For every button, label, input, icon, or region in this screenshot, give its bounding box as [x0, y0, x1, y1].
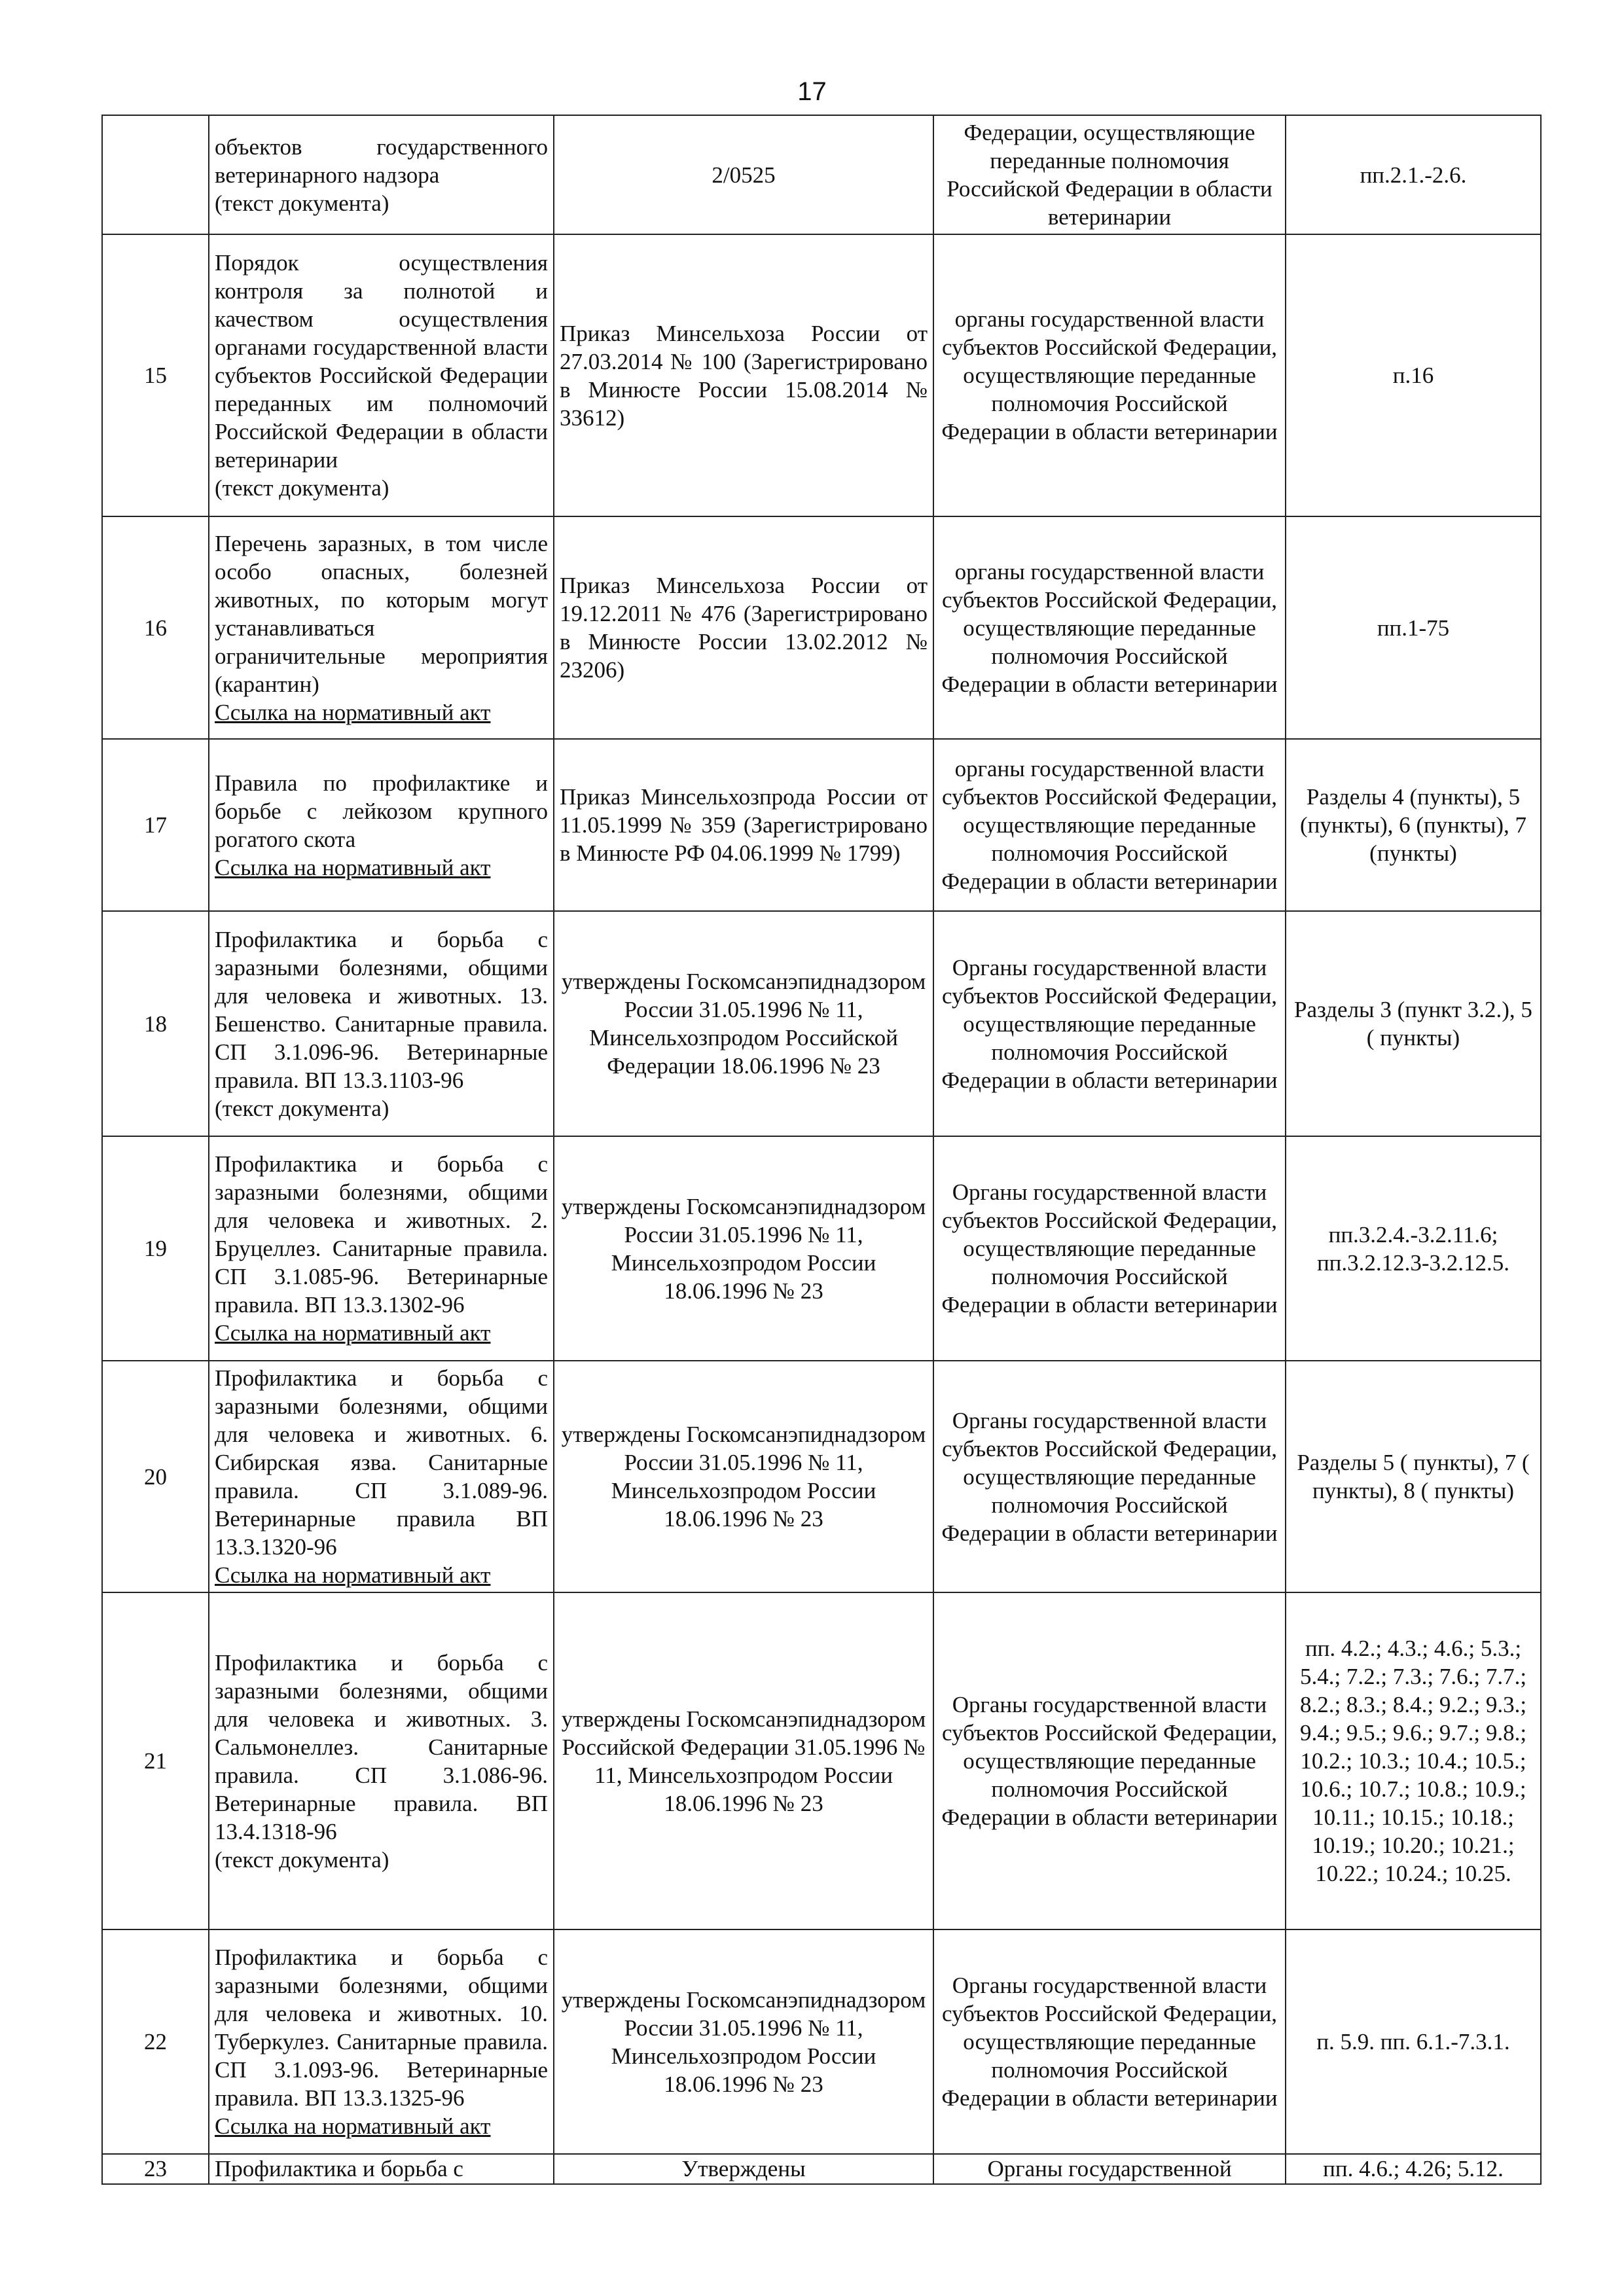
applicable-points: п.16	[1286, 234, 1541, 516]
applicable-points: Разделы 4 (пункты), 5 (пункты), 6 (пункты), 7 (пункты)	[1286, 739, 1541, 911]
document-text-note[interactable]: (текст документа)	[215, 1846, 389, 1873]
responsible-body: Органы государственной власти субъектов Российской Федерации, осуществляющие переданные полномочия Российской Федерации в области ветеринарии	[933, 1136, 1286, 1361]
row-number: 17	[102, 739, 209, 911]
table-row	[102, 1592, 1541, 1929]
document-name-cell	[209, 1592, 554, 1929]
regulation-link[interactable]: Ссылка на нормативный акт	[215, 699, 491, 725]
row-number: 16	[102, 516, 209, 739]
document-name: Профилактика и борьба с	[215, 2156, 463, 2181]
document-name: Перечень заразных, в том числе особо опасных, болезней животных, по которым могут устанавливаться ограничительные мероприятия (карантин)	[215, 530, 548, 697]
document-name: Профилактика и борьба с заразными болезнями, общими для человека и животных. 6. Сибирская язва. Санитарные правила. СП 3.1.089-96. Ветеринарные правила ВП 13.3.1320-96	[215, 1365, 548, 1560]
responsible-body: органы государственной власти субъектов Российской Федерации, осуществляющие переданные полномочия Российской Федерации в области ветеринарии	[933, 234, 1286, 516]
document-name-cell	[209, 2154, 554, 2184]
row-number: 23	[102, 2154, 209, 2184]
table-row	[102, 115, 1541, 234]
document-name: Профилактика и борьба с заразными болезнями, общими для человека и животных. 13. Бешенство. Санитарные правила. СП 3.1.096-96. Ветеринарные правила. ВП 13.3.1103-96	[215, 926, 548, 1093]
row-number: 20	[102, 1361, 209, 1592]
legal-act: утверждены Госкомсанэпиднадзором России 31.05.1996 № 11, Минсельхозпродом России 18.06.1996 № 23	[554, 1136, 933, 1361]
applicable-points: пп. 4.6.; 4.26; 5.12.	[1286, 2154, 1541, 2184]
document-text-note[interactable]: (текст документа)	[215, 1095, 389, 1121]
responsible-body: Федерации, осуществляющие переданные полномочия Российской Федерации в области ветеринарии	[933, 115, 1286, 234]
table-row	[102, 1361, 1541, 1592]
table-row	[102, 1136, 1541, 1361]
legal-act: Приказ Минсельхоза России от 19.12.2011 № 476 (Зарегистрировано в Минюсте России 13.02.2012 № 23206)	[554, 516, 933, 739]
document-name: Правила по профилактике и борьбе с лейкозом крупного рогатого скота	[215, 770, 548, 852]
document-name: Профилактика и борьба с заразными болезнями, общими для человека и животных. 10. Туберкулез. Санитарные правила. СП 3.1.093-96. Ветеринарные правила. ВП 13.3.1325-96	[215, 1945, 548, 2111]
table-row	[102, 1929, 1541, 2154]
responsible-body: Органы государственной власти субъектов Российской Федерации, осуществляющие переданные полномочия Российской Федерации в области ветеринарии	[933, 911, 1286, 1136]
row-number: 21	[102, 1592, 209, 1929]
document-text-note[interactable]: (текст документа)	[215, 475, 389, 501]
document-name-cell	[209, 739, 554, 911]
document-text-note[interactable]: (текст документа)	[215, 190, 389, 216]
row-number: 15	[102, 234, 209, 516]
table-row	[102, 516, 1541, 739]
row-number: 22	[102, 1929, 209, 2154]
regulation-link[interactable]: Ссылка на нормативный акт	[215, 2113, 491, 2139]
applicable-points: пп.1-75	[1286, 516, 1541, 739]
applicable-points: пп.3.2.4.-3.2.11.6; пп.3.2.12.3-3.2.12.5.	[1286, 1136, 1541, 1361]
document-name: объектов государственного ветеринарного надзора	[215, 134, 548, 188]
table-row	[102, 739, 1541, 911]
applicable-points: п. 5.9. пп. 6.1.-7.3.1.	[1286, 1929, 1541, 2154]
document-name-cell	[209, 911, 554, 1136]
legal-act: утверждены Госкомсанэпиднадзором Российской Федерации 31.05.1996 № 11, Минсельхозпродом России 18.06.1996 № 23	[554, 1592, 933, 1929]
legal-act: 2/0525	[554, 115, 933, 234]
applicable-points: Разделы 3 (пункт 3.2.), 5 ( пункты)	[1286, 911, 1541, 1136]
legal-act: Приказ Минсельхоза России от 27.03.2014 № 100 (Зарегистрировано в Минюсте России 15.08.2014 № 33612)	[554, 234, 933, 516]
page-number: 17	[797, 77, 827, 106]
regulations-table	[101, 115, 1542, 2185]
regulation-link[interactable]: Ссылка на нормативный акт	[215, 1320, 491, 1346]
regulation-link[interactable]: Ссылка на нормативный акт	[215, 1562, 491, 1588]
document-name-cell	[209, 1361, 554, 1592]
row-number: 19	[102, 1136, 209, 1361]
document-name-cell	[209, 516, 554, 739]
row-number: 18	[102, 911, 209, 1136]
row-number	[102, 115, 209, 234]
document-name-cell	[209, 1136, 554, 1361]
document-name: Профилактика и борьба с заразными болезнями, общими для человека и животных. 2. Бруцеллез. Санитарные правила. СП 3.1.085-96. Ветеринарные правила. ВП 13.3.1302-96	[215, 1151, 548, 1318]
document-name-cell	[209, 1929, 554, 2154]
document-name-cell	[209, 234, 554, 516]
applicable-points: пп. 4.2.; 4.3.; 4.6.; 5.3.; 5.4.; 7.2.; 7.3.; 7.6.; 7.7.; 8.2.; 8.3.; 8.4.; 9.2.; 9.3.; 9.4.; 9.5.; 9.6.; 9.7.; 9.8.; 10.2.; 10.3.; 10.4.; 10.5.; 10.6.; 10.7.; 10.8.; 10.9.; 10.11.; 10.15.; 10.18.; 10.19.; 10.20.; 10.21.; 10.22.; 10.24.; 10.25.	[1286, 1592, 1541, 1929]
document-name: Профилактика и борьба с заразными болезнями, общими для человека и животных. 3. Сальмонеллез. Санитарные правила. СП 3.1.086-96. Ветеринарные правила. ВП 13.4.1318-96	[215, 1649, 548, 1844]
responsible-body: Органы государственной власти субъектов Российской Федерации, осуществляющие переданные полномочия Российской Федерации в области ветеринарии	[933, 1361, 1286, 1592]
table-row	[102, 234, 1541, 516]
legal-act: утверждены Госкомсанэпиднадзором России 31.05.1996 № 11, Минсельхозпродом России 18.06.1996 № 23	[554, 1361, 933, 1592]
applicable-points: Разделы 5 ( пункты), 7 ( пункты), 8 ( пункты)	[1286, 1361, 1541, 1592]
legal-act: Приказ Минсельхозпрода России от 11.05.1999 № 359 (Зарегистрировано в Минюсте РФ 04.06.1999 № 1799)	[554, 739, 933, 911]
responsible-body: органы государственной власти субъектов Российской Федерации, осуществляющие переданные полномочия Российской Федерации в области ветеринарии	[933, 516, 1286, 739]
document-name-cell	[209, 115, 554, 234]
document-name: Порядок осуществления контроля за полнотой и качеством осуществления органами государственной власти субъектов Российской Федерации переданных им полномочий Российской Федерации в области ветеринарии	[215, 250, 548, 473]
responsible-body: Органы государственной власти субъектов Российской Федерации, осуществляющие переданные полномочия Российской Федерации в области ветеринарии	[933, 1592, 1286, 1929]
responsible-body: Органы государственной	[933, 2154, 1286, 2184]
legal-act: Утверждены	[554, 2154, 933, 2184]
table-row	[102, 911, 1541, 1136]
table-row	[102, 2154, 1541, 2184]
legal-act: утверждены Госкомсанэпиднадзором России 31.05.1996 № 11, Минсельхозпродом Российской Федерации 18.06.1996 № 23	[554, 911, 933, 1136]
legal-act: утверждены Госкомсанэпиднадзором России 31.05.1996 № 11, Минсельхозпродом России 18.06.1996 № 23	[554, 1929, 933, 2154]
applicable-points: пп.2.1.-2.6.	[1286, 115, 1541, 234]
responsible-body: органы государственной власти субъектов Российской Федерации, осуществляющие переданные полномочия Российской Федерации в области ветеринарии	[933, 739, 1286, 911]
regulation-link[interactable]: Ссылка на нормативный акт	[215, 854, 491, 880]
responsible-body: Органы государственной власти субъектов Российской Федерации, осуществляющие переданные полномочия Российской Федерации в области ветеринарии	[933, 1929, 1286, 2154]
